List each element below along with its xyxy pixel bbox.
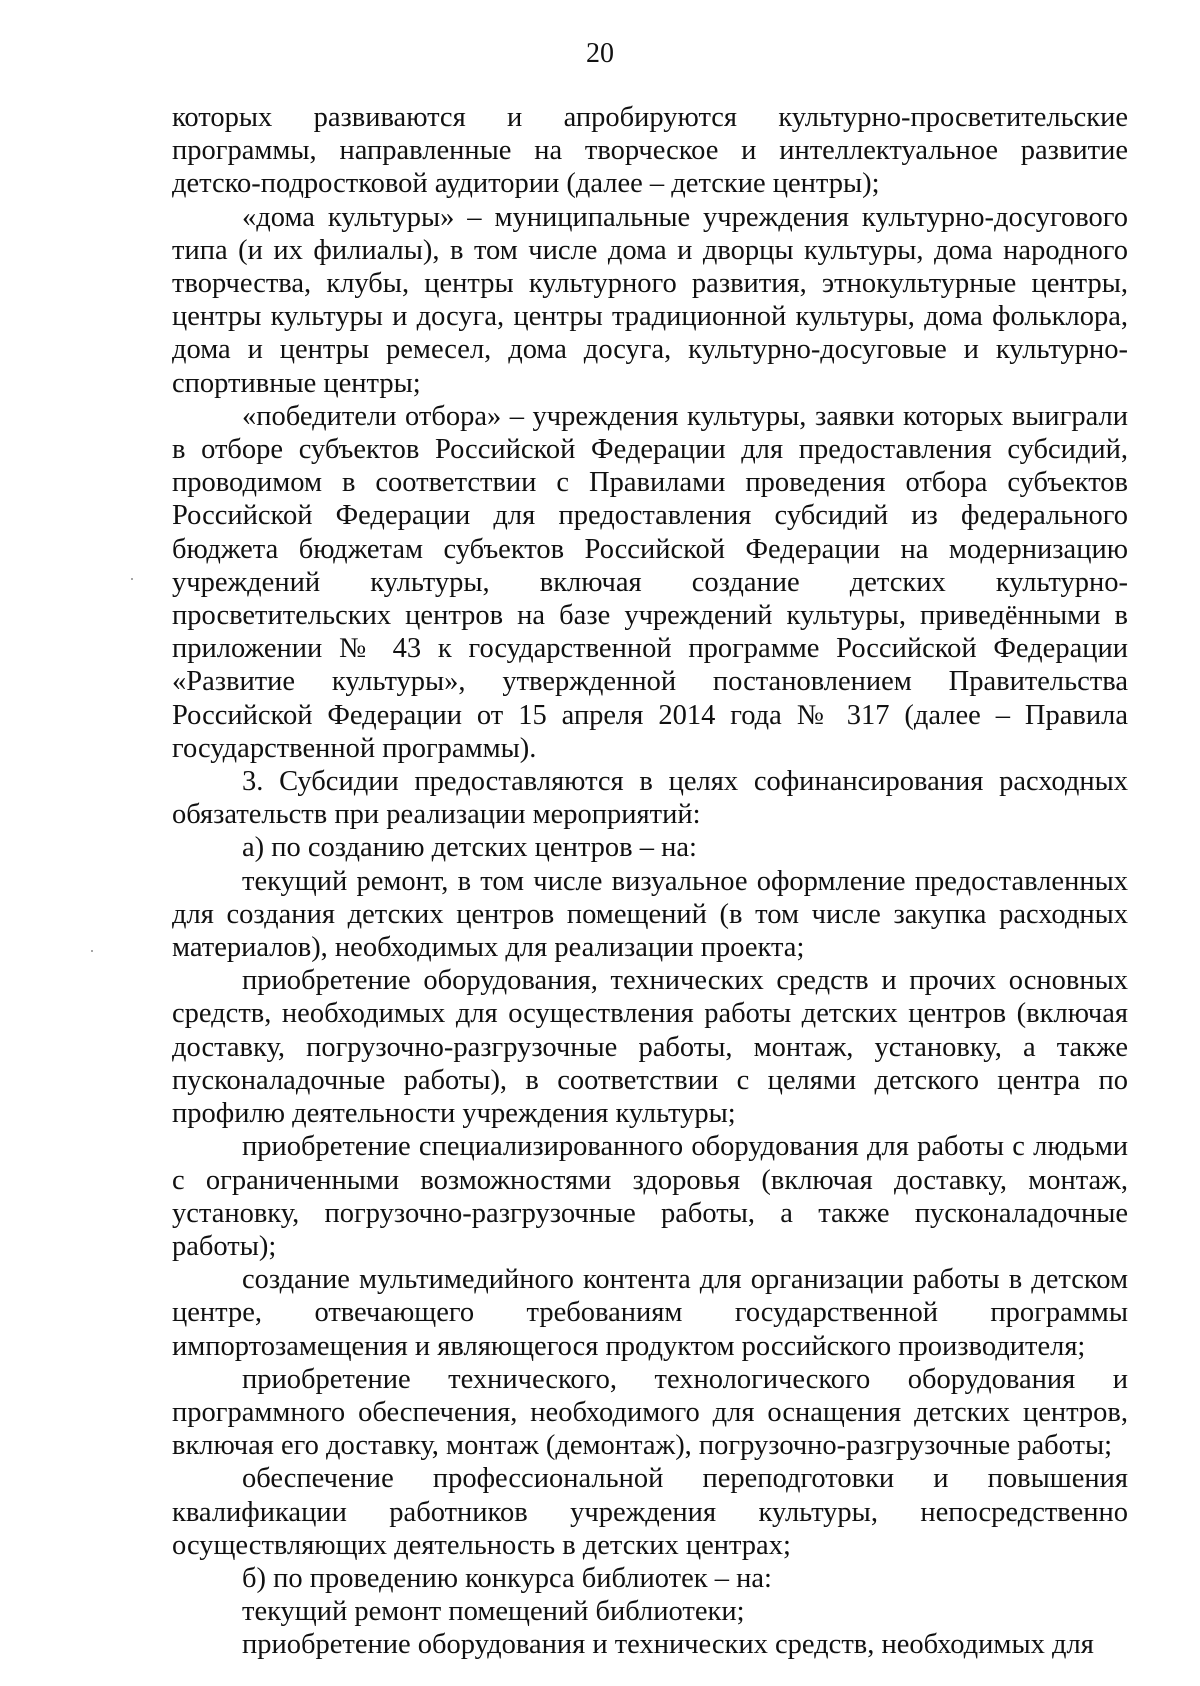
paragraph-houses-of-culture-definition: «дома культуры» – муниципальные учреждения культурно-досугового типа (и их филиалы), в том числе дома и дворцы культуры, дома народного творчества, клубы, центры культурного развития, этнокультурные центры, центры культуры и досуга, центры традиционной культуры, дома фольклора, дома и центры ремесел, дома досуга, культурно-досуговые и культурно-спортивные центры; bbox=[172, 201, 1128, 399]
scan-speck bbox=[131, 578, 133, 580]
paragraph-item-a-heading: а) по созданию детских центров – на: bbox=[242, 832, 697, 864]
paragraph-children-centers-definition-end: которых развиваются и апробируются культурно-просветительские программы, направленные на творческое и интеллектуальное развитие детско-подростковой аудитории (далее – детские центры); bbox=[172, 102, 1128, 200]
paragraph-selection-winners-definition: «победители отбора» – учреждения культуры, заявки которых выиграли в отборе субъектов Российской Федерации для предоставления субсидий, проводимом в соответствии с Правилами проведения отбора субъектов Российской Федерации для предоставления субсидий из федерального бюджета бюджетам субъектов Российской Федерации на модернизацию учреждений культуры, включая создание детских культурно-просветительских центров на базе учреждений культуры, приведёнными в приложении № 43 к государственной программе Российской Федерации «Развитие культуры», утвержденной постановлением Правительства Российской Федерации от 15 апреля 2014 года № 317 (далее – Правила государственной программы). bbox=[172, 400, 1128, 764]
paragraph-specialized-equipment: приобретение специализированного оборудования для работы с людьми с ограниченными возможностями здоровья (включая доставку, монтаж, установку, погрузочно-разгрузочные работы, а также пусконаладочные работы); bbox=[172, 1131, 1128, 1262]
paragraph-current-repair: текущий ремонт, в том числе визуальное оформление предоставленных для создания детских центров помещений (в том числе закупка расходных материалов), необходимых для реализации проекта; bbox=[172, 865, 1128, 964]
paragraph-library-equipment: приобретение оборудования и технических средств, необходимых для bbox=[242, 1629, 1094, 1661]
scan-speck bbox=[91, 950, 93, 952]
document-body bbox=[172, 101, 1128, 1662]
paragraph-item-b-heading: б) по проведению конкурса библиотек – на: bbox=[242, 1562, 772, 1594]
paragraph-staff-training: обеспечение профессиональной переподготовки и повышения квалификации работников учреждения культуры, непосредственно осуществляющих деятельность в детских центрах; bbox=[172, 1463, 1128, 1561]
paragraph-multimedia-content: создание мультимедийного контента для организации работы в детском центре, отвечающего требованиям государственной программы импортозамещения и являющегося продуктом российского производителя; bbox=[172, 1264, 1128, 1362]
paragraph-equipment-acquisition: приобретение оборудования, технических средств и прочих основных средств, необходимых для осуществления работы детских центров (включая доставку, погрузочно-разгрузочные работы, монтаж, установку, а также пусконаладочные работы), в соответствии с целями детского центра по профилю деятельности учреждения культуры; bbox=[172, 965, 1128, 1130]
paragraph-subsidies-purpose: 3. Субсидии предоставляются в целях софинансирования расходных обязательств при реализации мероприятий: bbox=[172, 766, 1128, 831]
paragraph-library-repair: текущий ремонт помещений библиотеки; bbox=[242, 1596, 745, 1628]
page-number: 20 bbox=[586, 38, 614, 69]
paragraph-technical-equipment-software: приобретение технического, технологического оборудования и программного обеспечения, необходимого для оснащения детских центров, включая его доставку, монтаж (демонтаж), погрузочно-разгрузочные работы; bbox=[172, 1363, 1128, 1462]
